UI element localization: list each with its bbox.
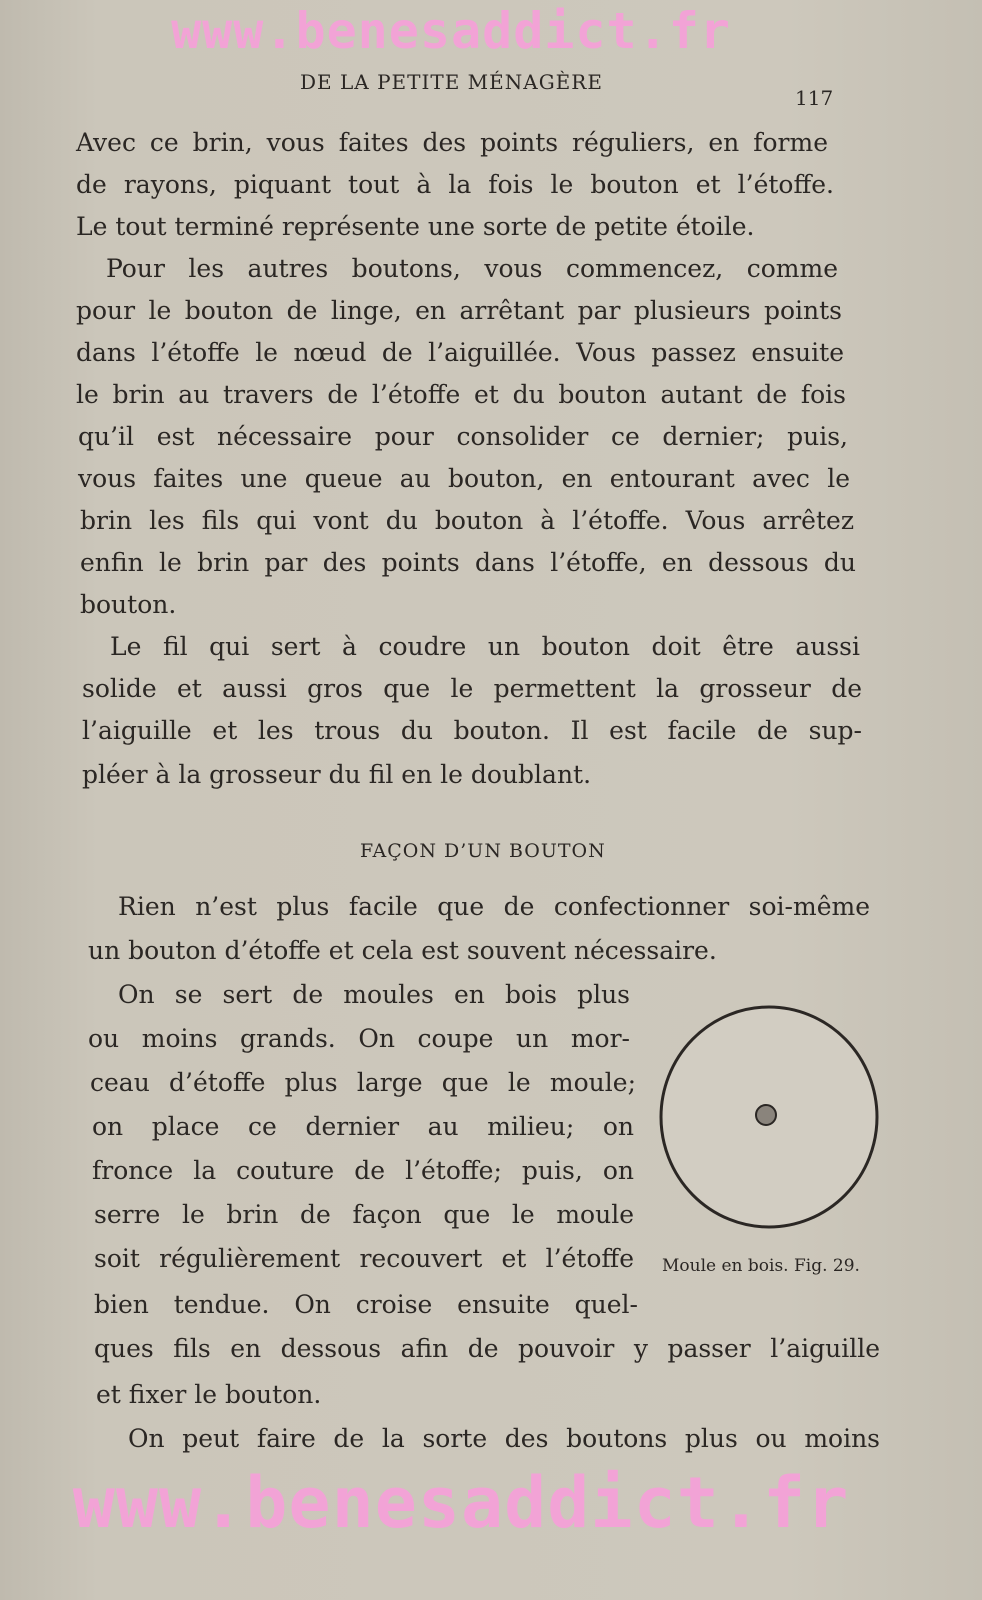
text-line: le brin au travers de l’étoffe et du bouton autant de fois <box>76 380 846 409</box>
text-line: de rayons, piquant tout à la fois le bouton et l’étoffe. <box>76 170 834 199</box>
text-line: ques fils en dessous afin de pouvoir y passer l’aiguille <box>94 1334 880 1363</box>
text-line: pour le bouton de linge, en arrêtant par plusieurs points <box>76 296 842 325</box>
text-line: bien tendue. On croise ensuite quel- <box>94 1290 638 1319</box>
section-heading: FAÇON D’UN BOUTON <box>360 840 606 862</box>
text-line: fronce la couture de l’étoffe; puis, on <box>92 1156 634 1185</box>
watermark-top: www.benesaddict.fr <box>171 2 731 60</box>
wooden-mold-figure <box>658 1003 880 1231</box>
text-line: ceau d’étoffe plus large que le moule; <box>90 1068 636 1097</box>
watermark-bottom: www.benesaddict.fr <box>72 1462 850 1544</box>
text-line: bouton. <box>80 590 177 619</box>
text-line: On peut faire de la sorte des boutons plus ou moins <box>128 1424 880 1453</box>
text-line: On se sert de moules en bois plus <box>118 980 630 1009</box>
text-line: Avec ce brin, vous faites des points réguliers, en forme <box>76 128 828 157</box>
text-line: un bouton d’étoffe et cela est souvent nécessaire. <box>88 936 717 965</box>
figure-caption: Moule en bois. Fig. 29. <box>662 1256 860 1276</box>
page-number: 117 <box>795 86 834 110</box>
text-line: enfin le brin par des points dans l’étoffe, en dessous du <box>80 548 856 577</box>
text-line: Rien n’est plus facile que de confectionner soi-même <box>118 892 870 921</box>
text-line: qu’il est nécessaire pour consolider ce dernier; puis, <box>78 422 848 451</box>
text-line: solide et aussi gros que le permettent la grosseur de <box>82 674 862 703</box>
text-line: vous faites une queue au bouton, en entourant avec le <box>78 464 850 493</box>
text-line: Le fil qui sert à coudre un bouton doit être aussi <box>110 632 860 661</box>
text-line: brin les fils qui vont du bouton à l’étoffe. Vous arrêtez <box>80 506 854 535</box>
text-line: pléer à la grosseur du fil en le doublant. <box>82 760 592 789</box>
text-line: on place ce dernier au milieu; on <box>92 1112 634 1141</box>
text-line: ou moins grands. On coupe un mor- <box>88 1024 630 1053</box>
running-header: DE LA PETITE MÉNAGÈRE <box>300 70 603 94</box>
text-line: Pour les autres boutons, vous commencez, comme <box>106 254 838 283</box>
text-line: Le tout terminé représente une sorte de petite étoile. <box>76 212 755 241</box>
text-line: soit régulièrement recouvert et l’étoffe <box>94 1244 634 1273</box>
text-line: dans l’étoffe le nœud de l’aiguillée. Vous passez ensuite <box>76 338 844 367</box>
text-line: serre le brin de façon que le moule <box>94 1200 634 1229</box>
text-line: et fixer le bouton. <box>96 1380 322 1409</box>
text-line: l’aiguille et les trous du bouton. Il est facile de sup- <box>82 716 862 745</box>
